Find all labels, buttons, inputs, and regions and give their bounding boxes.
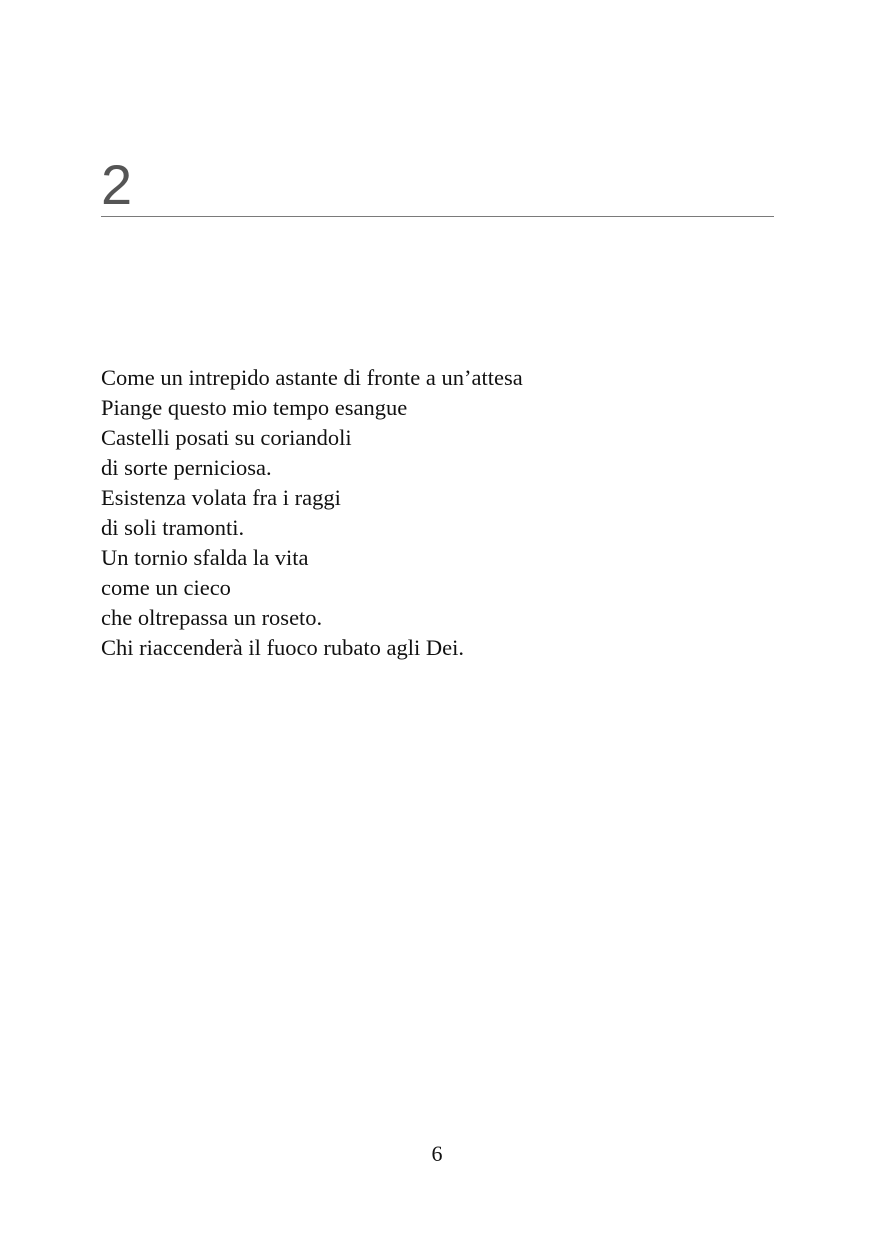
poem-line: Chi riaccenderà il fuoco rubato agli Dei. bbox=[101, 635, 464, 660]
chapter-number: 2 bbox=[101, 153, 133, 216]
poem-line: come un cieco bbox=[101, 575, 231, 600]
poem-line: Esistenza volata fra i raggi bbox=[101, 485, 341, 510]
poem-line: Un tornio sfalda la vita bbox=[101, 545, 309, 570]
poem-line: Castelli posati su coriandoli bbox=[101, 425, 352, 450]
page-number: 6 bbox=[431, 1141, 443, 1166]
poem-line: di soli tramonti. bbox=[101, 515, 245, 540]
poem-line: che oltrepassa un roseto. bbox=[101, 605, 323, 630]
poem-line: di sorte perniciosa. bbox=[101, 455, 272, 480]
poem-line: Come un intrepido astante di fronte a un’attesa bbox=[101, 365, 523, 390]
poem-line: Piange questo mio tempo esangue bbox=[101, 395, 408, 420]
chapter-heading bbox=[101, 152, 774, 217]
poem bbox=[101, 363, 523, 663]
